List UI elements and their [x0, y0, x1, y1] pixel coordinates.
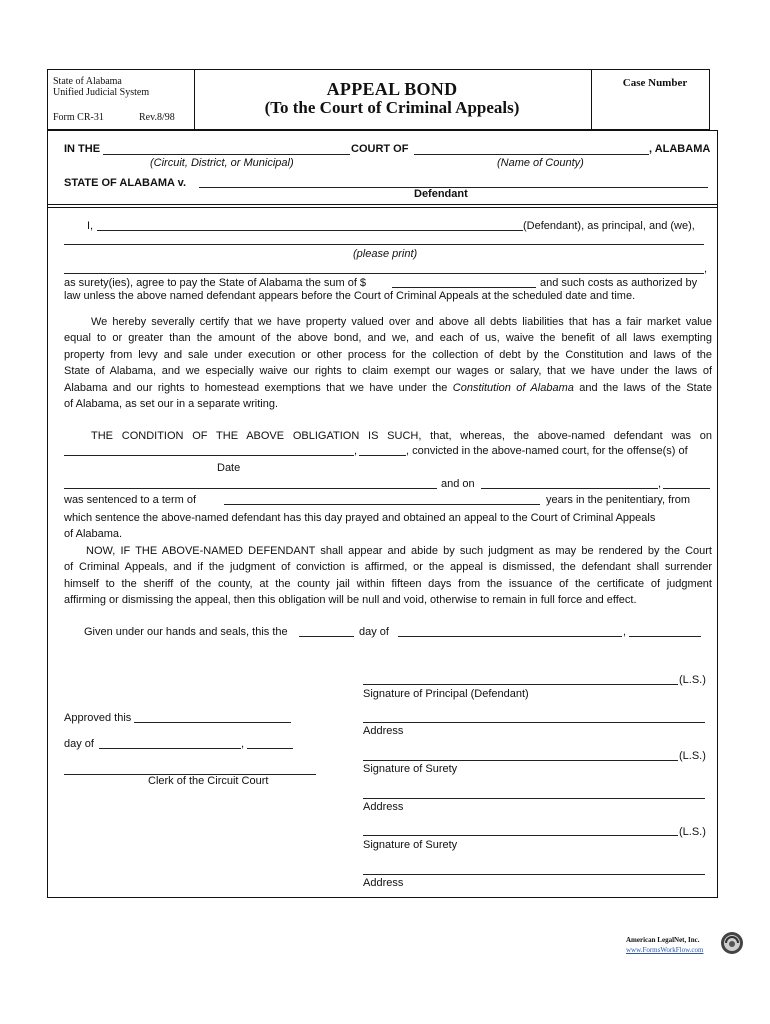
address-label-3: Address — [363, 877, 404, 889]
cert-line: of Alabama, as set our in a separate writing. — [64, 398, 279, 411]
alabama-label: , ALABAMA — [649, 143, 711, 155]
comma-3: , — [658, 478, 662, 490]
form-number: Form CR-31 — [53, 112, 104, 123]
company-logo-icon — [720, 931, 744, 955]
principal-name-field[interactable] — [97, 230, 523, 231]
address-label-1: Address — [363, 725, 404, 737]
form-subtitle: (To the Court of Criminal Appeals) — [264, 98, 520, 117]
i-label: I, — [87, 220, 94, 232]
certification-paragraph — [64, 314, 712, 412]
sentence-term-field[interactable] — [224, 504, 540, 505]
county-field[interactable] — [414, 154, 649, 155]
sentence-year-field[interactable] — [663, 488, 710, 489]
conviction-date-field[interactable] — [64, 455, 354, 456]
in-the-label: IN THE — [64, 143, 101, 155]
county-hint: (Name of County) — [497, 157, 584, 169]
surety-address-field-1[interactable] — [363, 798, 705, 799]
and-on-label: and on — [441, 478, 475, 490]
caption-divider-2 — [47, 207, 718, 208]
condition-continued: which sentence the above-named defendant has this day prayed and obtained an appeal to the Court of Criminal Appeals of Alabama. — [64, 512, 656, 541]
approved-day-field[interactable] — [134, 722, 291, 723]
state-v-label: STATE OF ALABAMA v. — [64, 177, 187, 189]
cert-line: Alabama and our rights to homestead exemptions that we have under the Constitution of Alabama and the laws of the State — [64, 381, 713, 394]
case-number-field[interactable] — [600, 96, 705, 122]
sentenced-text-a: was sentenced to a term of — [64, 494, 197, 506]
caption-divider-1 — [47, 204, 718, 205]
principal-address-field[interactable] — [363, 722, 705, 723]
given-year-field[interactable] — [629, 636, 701, 637]
court-of-label: COURT OF — [351, 143, 409, 155]
company-url[interactable]: www.FormsWorkFlow.com — [626, 946, 704, 954]
comma-5: , — [241, 738, 245, 750]
surety-signature-label-1: Signature of Surety — [363, 763, 458, 775]
date-label: Date — [217, 462, 241, 474]
cert-line: We hereby severally certify that we have property valued over and above all debts liabilities that has a fair market value — [91, 316, 712, 328]
given-text-b: day of — [359, 626, 389, 638]
ls-label-2: (L.S.) — [679, 750, 706, 762]
bond-amount-field[interactable] — [392, 287, 536, 288]
revision: Rev.8/98 — [139, 112, 175, 123]
ls-label-1: (L.S.) — [679, 674, 706, 686]
clerk-label: Clerk of the Circuit Court — [148, 775, 269, 787]
conviction-year-field[interactable] — [359, 455, 406, 456]
approved-year-field[interactable] — [247, 748, 293, 749]
ls-label-3: (L.S.) — [679, 826, 706, 838]
cert-line: property from levy and sale under execution or other process for the collection of debt by the Constitution and laws of the — [64, 348, 712, 361]
principal-signature-label: Signature of Principal (Defendant) — [363, 688, 529, 700]
state-label: State of Alabama — [53, 76, 122, 87]
surety-names-field-2[interactable] — [64, 273, 704, 274]
please-print-hint: (please print) — [353, 248, 418, 260]
given-text-a: Given under our hands and seals, this the — [84, 626, 288, 638]
system-label: Unified Judicial System — [53, 87, 150, 98]
principal-signature-field[interactable] — [363, 684, 678, 685]
form-title: APPEAL BOND — [326, 79, 458, 99]
cert-line: State of Alabama, and we especially waive our rights to claim exempt our wages or salary, that we have under the laws of — [64, 365, 712, 378]
surety-text-a: as surety(ies), agree to pay the State of Alabama the sum of $ — [64, 277, 367, 289]
court-type-hint: (Circuit, District, or Municipal) — [150, 157, 294, 169]
principal-text: (Defendant), as principal, and (we), — [523, 220, 695, 232]
day-of-label: day of — [64, 738, 94, 750]
defendant-label: Defendant — [414, 188, 468, 200]
given-day-field[interactable] — [299, 636, 354, 637]
given-month-field[interactable] — [398, 636, 622, 637]
surety-signature-field-1[interactable] — [363, 760, 678, 761]
comma-1: , — [704, 263, 708, 275]
surety-text-b: and such costs as authorized by — [540, 277, 698, 289]
surety-signature-field-2[interactable] — [363, 835, 678, 836]
case-number-label: Case Number — [622, 77, 688, 89]
now-paragraph: NOW, IF THE ABOVE-NAMED DEFENDANT shall appear and abide by such judgment as may be rendered by the Court of Criminal Appeals, and if the judgment of conviction is affirmed, or the appeal is dismissed, the defendant shall surrender himself to the sheriff of the county, at the county jail within fifteen days from the issuance of the certificate of judgment affirming or dismissing the appeal, then this obligation will be null and void, otherwise to remain in full force and effect. — [64, 545, 712, 607]
comma-2: , — [354, 445, 358, 457]
condition-line-1: THE CONDITION OF THE ABOVE OBLIGATION IS SUCH, that, whereas, the above-named defendant was on — [91, 430, 712, 442]
surety-names-field-1[interactable] — [64, 244, 704, 245]
approved-month-field[interactable] — [99, 748, 241, 749]
condition-line-2: , convicted in the above-named court, for the offense(s) of — [406, 445, 688, 457]
approved-this-label: Approved this — [64, 712, 132, 724]
offense-field[interactable] — [64, 488, 437, 489]
surety-signature-label-2: Signature of Surety — [363, 839, 458, 851]
address-label-2: Address — [363, 801, 404, 813]
sentenced-text-b: years in the penitentiary, from — [546, 494, 691, 506]
comma-4: , — [623, 626, 627, 638]
cert-line: equal to or greater than the amount of the above bond, and we, and each of us, waive the benefit of all laws exempting — [64, 332, 712, 345]
surety-text-2: law unless the above named defendant appears before the Court of Criminal Appeals at the scheduled date and time. — [64, 290, 636, 302]
company-name: American LegalNet, Inc. — [626, 936, 700, 944]
court-type-field[interactable] — [103, 154, 350, 155]
surety-address-field-2[interactable] — [363, 874, 705, 875]
sentence-date-field[interactable] — [481, 488, 658, 489]
